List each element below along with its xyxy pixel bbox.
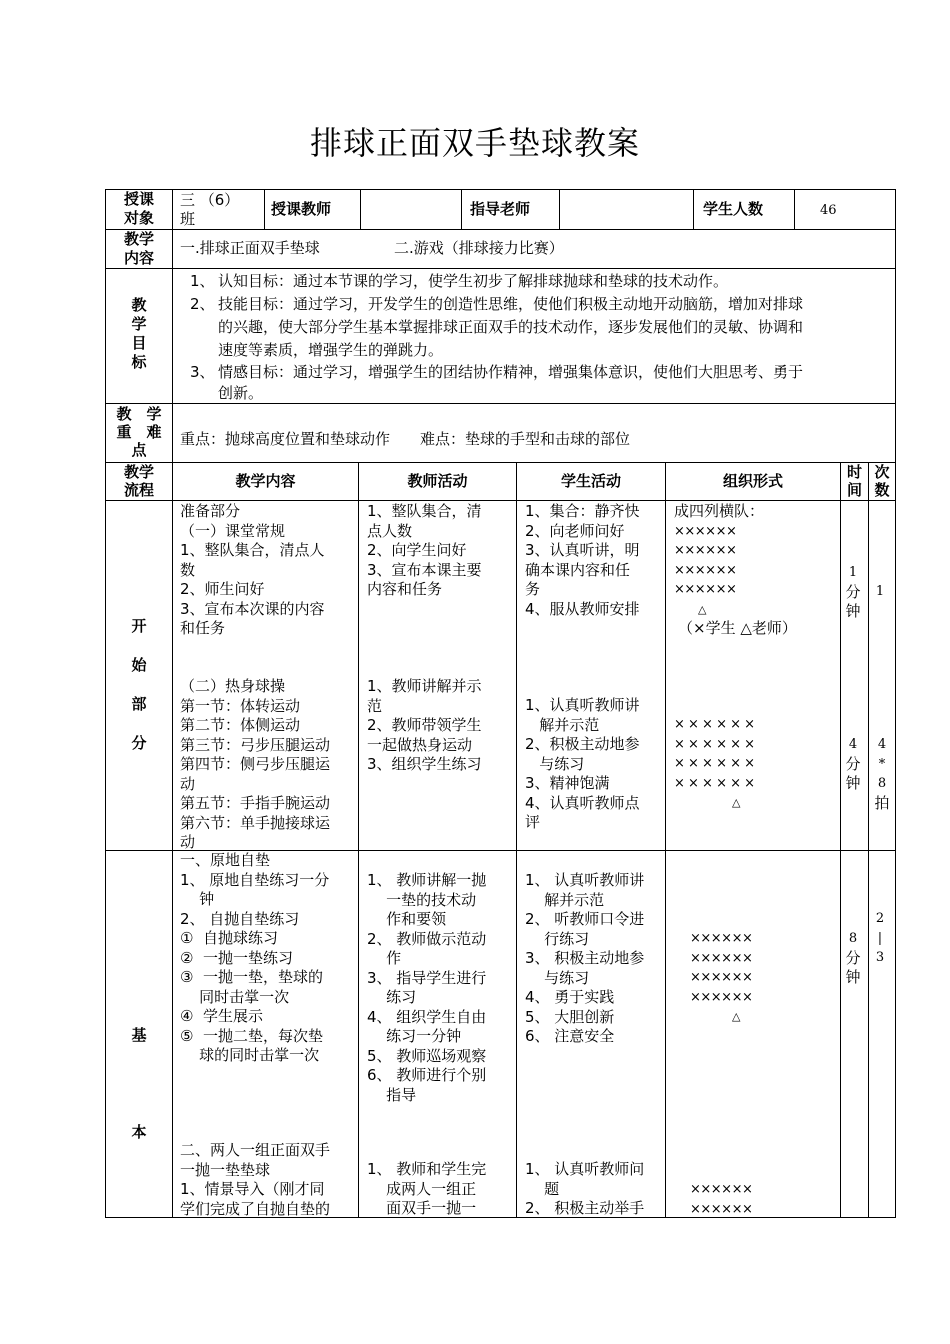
text-line: 3、精神饱满 <box>525 774 610 792</box>
objective-line: 速度等素质，增强学生的弹跳力。 <box>218 341 444 359</box>
section1-content-a <box>180 502 325 639</box>
col-divider <box>360 189 361 229</box>
text-line: 2、 自抛自垫练习 <box>180 909 300 928</box>
text-line: 1、整队集合，清 <box>367 502 482 520</box>
text-line: 4、服从教师安排 <box>525 599 640 618</box>
row-divider <box>105 462 896 463</box>
text-line: ④ 学生展示 <box>180 1007 263 1025</box>
text-line: 1、整队集合，清点人 <box>180 541 325 559</box>
text-line: 第三节：弓步压腿运动 <box>180 735 331 754</box>
row-divider <box>105 500 896 501</box>
text-line: 4、认真听教师点 <box>525 793 640 812</box>
objectives-label-char: 标 <box>131 353 147 371</box>
col-divider <box>693 189 694 229</box>
text-line: 成四列横队： <box>674 502 765 520</box>
text-line: 1、 认真听教师问 <box>525 1160 645 1178</box>
row-divider <box>105 268 896 269</box>
section2-label-char: 基 <box>131 1026 147 1044</box>
time-unit: 钟 <box>845 774 861 792</box>
content-header: 教学内容 <box>235 472 296 490</box>
section1-org-a <box>674 502 797 639</box>
formation-row: ×××××× <box>690 1182 753 1197</box>
col-divider <box>868 462 869 1218</box>
section1-label-char: 部 <box>131 695 147 713</box>
count-value: 8 <box>877 776 887 791</box>
text-line: 5、 大胆创新 <box>525 1007 615 1026</box>
section1-count-b <box>869 735 895 813</box>
text-line: 3、 积极主动地参 <box>525 949 645 967</box>
target-value-line2: 班 <box>180 210 196 228</box>
text-line: ③ 一抛一垫，垫球的 <box>180 968 323 986</box>
formation-row: ×××××× <box>690 989 753 1005</box>
text-line: 点人数 <box>367 521 413 540</box>
text-line: 指导 <box>367 1085 417 1104</box>
col-divider <box>665 462 666 1218</box>
text-line: 一起做热身运动 <box>367 735 473 754</box>
text-line: 解并示范 <box>525 890 605 909</box>
text-line: 4、 勇于实践 <box>525 988 615 1006</box>
text-line: 6、 教师进行个别 <box>367 1066 487 1084</box>
text-line: 成两人一组正 <box>367 1179 477 1198</box>
section1-student-a <box>525 502 640 619</box>
text-line: 1、 原地自垫练习一分 <box>180 870 330 889</box>
document-title: 排球正面双手垫球教案 <box>309 124 640 162</box>
col-divider <box>172 189 173 1218</box>
teacher-marker: △ <box>732 1010 740 1023</box>
text-line: ① 自抛球练习 <box>180 929 278 947</box>
content-item-1: 一.排球正面双手垫球 <box>180 239 320 257</box>
time-unit: 钟 <box>845 968 861 986</box>
student-header: 学生活动 <box>560 472 621 490</box>
objective-line: 认知目标：通过本节课的学习，使学生初步了解排球抛球和垫球的技术动作。 <box>218 272 729 290</box>
col-divider <box>264 189 265 229</box>
text-line: 和任务 <box>180 619 226 637</box>
text-line: 准备部分 <box>180 502 241 520</box>
section1-teacher-b <box>367 677 482 775</box>
section1-content-b <box>180 677 330 853</box>
keypoints-label-line: 点 <box>131 441 147 459</box>
text-line: 1、认真听教师讲 <box>525 696 640 714</box>
text-line: 2、向老师问好 <box>525 521 625 540</box>
teacher-marker: △ <box>698 602 706 616</box>
target-label <box>106 190 172 228</box>
formation-row: ×××××× <box>674 582 737 597</box>
formation-row: × × × × × × <box>674 717 755 732</box>
section2-time-a <box>841 929 865 988</box>
text-line: （一）课堂常规 <box>180 521 286 540</box>
text-line: 2、师生问好 <box>180 580 265 598</box>
text-line: 1、情景导入（刚才同 <box>180 1180 325 1198</box>
time-unit: 钟 <box>845 602 861 620</box>
text-line: 1、集合：静齐快 <box>525 502 640 520</box>
text-line: 5、 教师巡场观察 <box>367 1046 487 1065</box>
section1-time-a <box>841 563 865 622</box>
text-line: 钟 <box>180 890 215 908</box>
text-line: 与练习 <box>525 968 590 987</box>
text-line: 2、 听教师口令进 <box>525 910 645 928</box>
content-label <box>106 230 172 268</box>
objective-number: 1、 <box>190 272 215 290</box>
formation-row: × × × × × × <box>674 775 755 791</box>
objective-line: 创新。 <box>218 384 264 402</box>
text-line: 动 <box>180 833 196 851</box>
count-header <box>869 463 895 499</box>
text-line: 一垫的技术动 <box>367 890 477 909</box>
content-label-text: 教学内容 <box>123 230 154 267</box>
text-line: 4、 组织学生自由 <box>367 1007 487 1026</box>
formation-row: ×××××× <box>674 543 737 558</box>
keypoints-label-line: 重 难 <box>116 423 162 441</box>
text-line: 行练习 <box>525 929 590 948</box>
objective-number: 3、 <box>190 363 215 381</box>
text-line: 球的同时击掌一次 <box>180 1046 320 1064</box>
table-border-top <box>105 189 896 190</box>
text-line: 3、组织学生练习 <box>367 755 482 773</box>
advisor-label: 指导老师 <box>470 200 531 218</box>
time-unit: 分 <box>845 582 861 601</box>
text-line: 第四节：侧弓步压腿运 <box>180 755 331 773</box>
text-line: 练习 <box>367 988 417 1006</box>
count-unit: 拍 <box>874 793 890 812</box>
text-line: 二、两人一组正面双手 <box>180 1141 331 1159</box>
formation-row: ×××××× <box>674 523 737 539</box>
text-line: 与练习 <box>525 754 585 773</box>
text-line: 2、 积极主动举手 <box>525 1199 645 1217</box>
text-line: 解并示范 <box>525 715 600 734</box>
text-line: 评 <box>525 813 541 831</box>
objectives-label <box>106 296 172 372</box>
text-line: 题 <box>525 1179 560 1198</box>
text-line: 作 <box>367 949 402 967</box>
text-line: 作和要领 <box>367 910 447 928</box>
formation-row: × × × × × × <box>674 756 755 771</box>
target-label-text: 授课对象 <box>123 190 154 227</box>
teacher-marker: △ <box>732 796 740 809</box>
col-divider <box>559 189 560 229</box>
section2-count-a <box>869 909 891 968</box>
section2-teacher-b <box>367 1160 486 1219</box>
text-line: 学们完成了自抛自垫的 <box>180 1199 331 1218</box>
text-line: 1、 教师讲解一抛 <box>367 871 487 889</box>
count-value: | <box>877 930 883 946</box>
formation-row: ×××××× <box>690 970 753 985</box>
target-value <box>180 191 239 229</box>
count-value: 3 <box>875 950 885 965</box>
text-line: 3、宣布本课主要 <box>367 560 482 579</box>
section1-student-b <box>525 696 640 833</box>
time-unit: 分 <box>845 948 861 967</box>
objective-line: 技能目标：通过学习，开发学生的创造性思维，使他们积极主动地开动脑筋，增加对排球 <box>218 295 804 313</box>
formation-row: ×××××× <box>690 931 753 946</box>
time-header-text: 时间 <box>846 463 862 499</box>
section2-student-b <box>525 1160 644 1219</box>
text-line: 2、积极主动地参 <box>525 735 640 753</box>
section1-time-b <box>841 735 865 794</box>
objectives-label-char: 教 <box>131 296 147 314</box>
col-divider <box>461 189 462 229</box>
section2-teacher-a <box>367 871 486 1105</box>
text-line: 内容和任务 <box>367 580 443 598</box>
text-line: 6、 注意安全 <box>525 1027 615 1045</box>
text-line: 2、 教师做示范动 <box>367 929 487 948</box>
keypoints-label <box>106 405 172 459</box>
col-divider <box>358 462 359 1218</box>
section1-label-char: 始 <box>131 656 147 674</box>
time-value: 1 <box>848 565 858 580</box>
section2-org-b <box>690 1180 752 1219</box>
text-line: 范 <box>367 696 383 715</box>
text-line: 一抛一垫垫球 <box>180 1160 271 1179</box>
text-line: ⑤ 一抛二垫，每次垫 <box>180 1026 323 1045</box>
text-line: 1、 教师和学生完 <box>367 1160 487 1178</box>
text-line: 面双手一抛一 <box>367 1199 477 1217</box>
text-line: 务 <box>525 580 541 598</box>
objectives-label-char: 学 <box>131 315 147 333</box>
text-line: 1、教师讲解并示 <box>367 677 482 695</box>
time-value: 8 <box>848 931 858 946</box>
col-divider <box>516 462 517 1218</box>
org-header: 组织形式 <box>722 472 783 490</box>
keypoints-label-line: 教 学 <box>116 405 162 423</box>
teacher-header: 教师活动 <box>407 472 468 490</box>
time-header <box>841 463 868 499</box>
keypoints-text: 重点：抛球高度位置和垫球动作 难点：垫球的手型和击球的部位 <box>180 430 631 448</box>
text-line: 第二节：体侧运动 <box>180 716 301 734</box>
section2-label-char: 本 <box>131 1123 147 1141</box>
student-count-value: 46 <box>820 203 837 218</box>
student-count-label: 学生人数 <box>703 200 764 218</box>
text-line: 1、 认真听教师讲 <box>525 871 645 889</box>
count-value: 4 <box>877 737 887 752</box>
text-line: 一、原地自垫 <box>180 851 271 869</box>
objectives-label-char: 目 <box>131 334 147 352</box>
time-value: 4 <box>848 737 858 752</box>
section2-org-a <box>690 929 752 1027</box>
text-line: 3、 指导学生进行 <box>367 968 487 987</box>
text-line: 练习一分钟 <box>367 1027 462 1045</box>
text-line: 2、向学生问好 <box>367 541 467 559</box>
formation-row: ×××××× <box>690 950 753 966</box>
section2-student-a <box>525 871 644 1047</box>
formation-row: ×××××× <box>690 1201 753 1217</box>
table-border-right <box>895 189 896 1218</box>
text-line: 同时击掌一次 <box>180 987 290 1006</box>
section1-teacher-a <box>367 502 482 600</box>
text-line: 确本课内容和任 <box>525 560 631 579</box>
count-value: * <box>878 756 886 772</box>
content-item-2: 二.游戏（排球接力比赛） <box>394 239 564 257</box>
formation-legend: （×学生 △老师） <box>678 619 797 637</box>
section1-label <box>106 607 172 763</box>
formation-row: ×××××× <box>674 562 737 578</box>
col-divider <box>794 189 795 229</box>
section1-label-char: 开 <box>131 617 147 635</box>
text-line: 2、教师带领学生 <box>367 716 482 734</box>
flow-header <box>106 463 172 499</box>
count-value: 2 <box>875 911 885 926</box>
text-line: 第六节：单手抛接球运 <box>180 813 331 832</box>
row-divider <box>105 229 896 230</box>
text-line: ② 一抛一垫练习 <box>180 948 293 967</box>
text-line: 数 <box>180 560 196 579</box>
text-line: 第一节：体转运动 <box>180 696 301 715</box>
section2-content-b <box>180 1141 330 1219</box>
section1-label-char: 分 <box>131 734 147 752</box>
target-value-line1: 三 （6） <box>180 191 240 209</box>
text-line: 动 <box>180 774 196 793</box>
section1-count-a: 1 <box>875 584 885 599</box>
text-line: 第五节：手指手腕运动 <box>180 794 331 812</box>
objective-line: 的兴趣，使大部分学生基本掌握排球正面双手的技术动作，逐步发展他们的灵敏、协调和 <box>218 318 804 336</box>
text-line: 3、宣布本次课的内容 <box>180 599 325 618</box>
section1-org-b <box>674 715 755 813</box>
text-line: （二）热身球操 <box>180 677 286 695</box>
count-header-text: 次数 <box>874 463 890 499</box>
objective-number: 2、 <box>190 295 215 313</box>
formation-row: × × × × × × <box>674 736 755 752</box>
time-unit: 分 <box>845 754 861 773</box>
flow-header-text: 教学流程 <box>123 463 154 499</box>
teacher-label: 授课教师 <box>271 200 332 218</box>
section2-content-a <box>180 851 329 1066</box>
text-line: 3、认真听讲，明 <box>525 541 640 559</box>
objective-line: 情感目标：通过学习，增强学生的团结协作精神，增强集体意识，使他们大胆思考、勇于 <box>218 363 804 381</box>
